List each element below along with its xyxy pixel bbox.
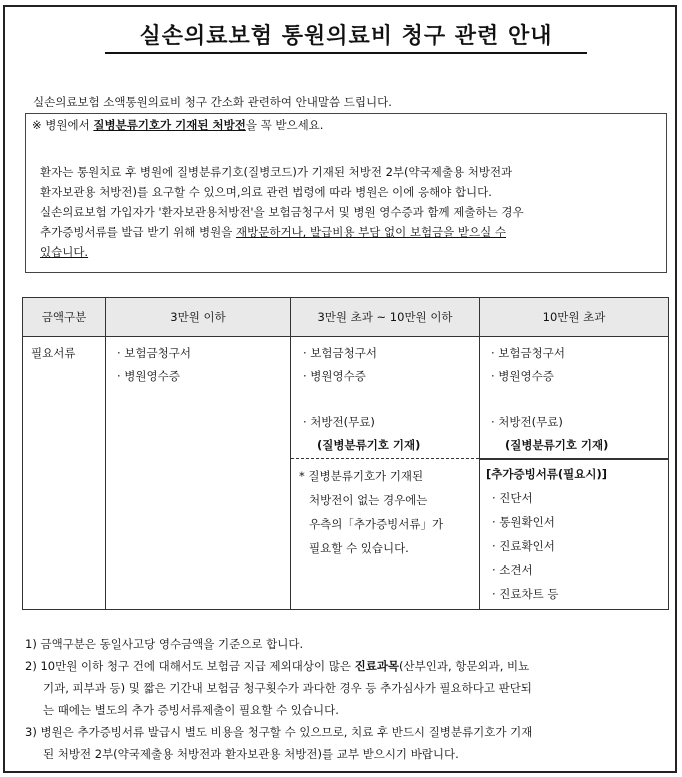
- prescription-note: (질병분류기호 기재): [317, 438, 421, 452]
- page-title: 실손의료보험 통원의료비 청구 관련 안내: [139, 24, 553, 49]
- header-divider: [23, 336, 668, 337]
- documents-table: [22, 297, 669, 610]
- notice-head-bold: 질병분류기호가 기재된 처방전: [93, 118, 246, 132]
- header-30k-to-100k: 3만원 초과 ~ 10만원 이하: [291, 298, 479, 336]
- header-over-100k: 10만원 초과: [480, 298, 668, 336]
- list-item: · 병원영수증: [491, 369, 554, 383]
- list-item: · 소견서: [492, 563, 533, 577]
- footnote-text: (산부인과, 항문외과, 비뇨: [399, 659, 530, 673]
- row-label: 필요서류: [31, 346, 76, 360]
- footnote-2-cont: 기과, 피부과 등) 및 짧은 기간내 보험금 청구횟수가 과다한 경우 등 추가심사가 필요하다고 판단되: [43, 681, 532, 695]
- star-note-line: * 질병분류기호가 기재된: [299, 469, 424, 483]
- notice-line: 환자는 통원치료 후 병원에 질병분류기호(질병코드)가 기재된 처방전 2부(약국제출용 처방전과: [40, 165, 513, 179]
- prescription-note: (질병분류기호 기재): [505, 438, 609, 452]
- document-frame: [3, 5, 677, 773]
- col-under-30k-list: [117, 342, 191, 388]
- star-note-line: 필요할 수 있습니다.: [309, 541, 409, 555]
- footnote-1: 1) 금액구분은 동일사고당 영수금액을 기준으로 합니다.: [25, 637, 304, 651]
- list-item: · 처방전(무료): [303, 415, 375, 429]
- notice-line: 실손의료보험 가입자가 '환자보관용처방전'을 보험금청구서 및 병원 영수증과 함께 제출하는 경우: [40, 205, 524, 219]
- notice-line: 환자보관용 처방전)를 요구할 수 있으며,의료 관련 법령에 따라 병원은 이에 응해야 합니다.: [40, 185, 492, 199]
- header-amount-category: 금액구분: [23, 298, 105, 336]
- footnote-2-cont: 는 때에는 별도의 추가 증빙서류제출이 필요할 수 있습니다.: [43, 703, 339, 717]
- star-note-line: 우측의「추가증빙서류」가: [309, 517, 444, 531]
- list-item: · 진단서: [492, 491, 533, 505]
- notice-heading: [32, 117, 323, 133]
- notice-head-suffix: 을 꼭 받으세요.: [245, 118, 324, 132]
- footnote-3: 3) 병원은 추가증빙서류 발급시 별도 비용을 청구할 수 있으므로, 치료 후 반드시 질병분류기호가 기재: [25, 725, 533, 739]
- list-item: · 보험금청구서: [491, 346, 565, 360]
- extra-documents-title: [추가증빙서류(필요시)]: [486, 467, 608, 481]
- list-item: · 처방전(무료): [491, 415, 563, 429]
- notice-underlined-line: 있습니다.: [40, 245, 89, 259]
- dashed-divider: [291, 458, 479, 459]
- list-item: · 통원확인서: [492, 515, 555, 529]
- star-note: [299, 464, 443, 560]
- intro-text: 실손의료보험 소액통원의료비 청구 간소화 관련하여 안내말씀 드립니다.: [33, 95, 392, 109]
- list-item: · 병원영수증: [117, 369, 180, 383]
- title-underline: [105, 52, 587, 54]
- star-note-line: 처방전이 없는 경우에는: [309, 493, 428, 507]
- notice-underlined-text: 재방문하거나, 발급비용 부담 없이 보험금을 받으실 수: [236, 225, 507, 239]
- footnote-bold: 진료과목: [354, 659, 400, 673]
- solid-divider: [480, 458, 668, 460]
- header-under-30k: 3만원 이하: [106, 298, 290, 336]
- footnote-2: [25, 655, 665, 677]
- column-divider: [290, 298, 291, 609]
- footnotes: [25, 633, 665, 765]
- list-item: · 보험금청구서: [303, 346, 377, 360]
- extra-documents: [486, 462, 607, 606]
- footnote-3-cont: 된 처방전 2부(약국제출용 처방전과 환자보관용 처방전)를 교부 받으시기 바랍니다.: [43, 747, 459, 761]
- col-30k-to-100k-list: [303, 342, 420, 457]
- notice-box: [25, 113, 667, 273]
- col-over-100k-list: [491, 342, 608, 457]
- notice-head-prefix: ※ 병원에서: [32, 118, 94, 132]
- notice-body: [40, 162, 658, 262]
- list-item: · 진료차트 등: [492, 587, 559, 601]
- list-item: · 병원영수증: [303, 369, 366, 383]
- footnote-text: 2) 10만원 이하 청구 건에 대해서도 보험금 지급 제외대상이 많은: [25, 659, 355, 673]
- notice-text: 추가증빙서류를 발급 받기 위해 병원을: [40, 225, 237, 239]
- list-item: · 보험금청구서: [117, 346, 191, 360]
- notice-line: [40, 222, 658, 242]
- column-divider: [479, 298, 480, 609]
- list-item: · 진료확인서: [492, 539, 555, 553]
- column-divider: [105, 298, 106, 609]
